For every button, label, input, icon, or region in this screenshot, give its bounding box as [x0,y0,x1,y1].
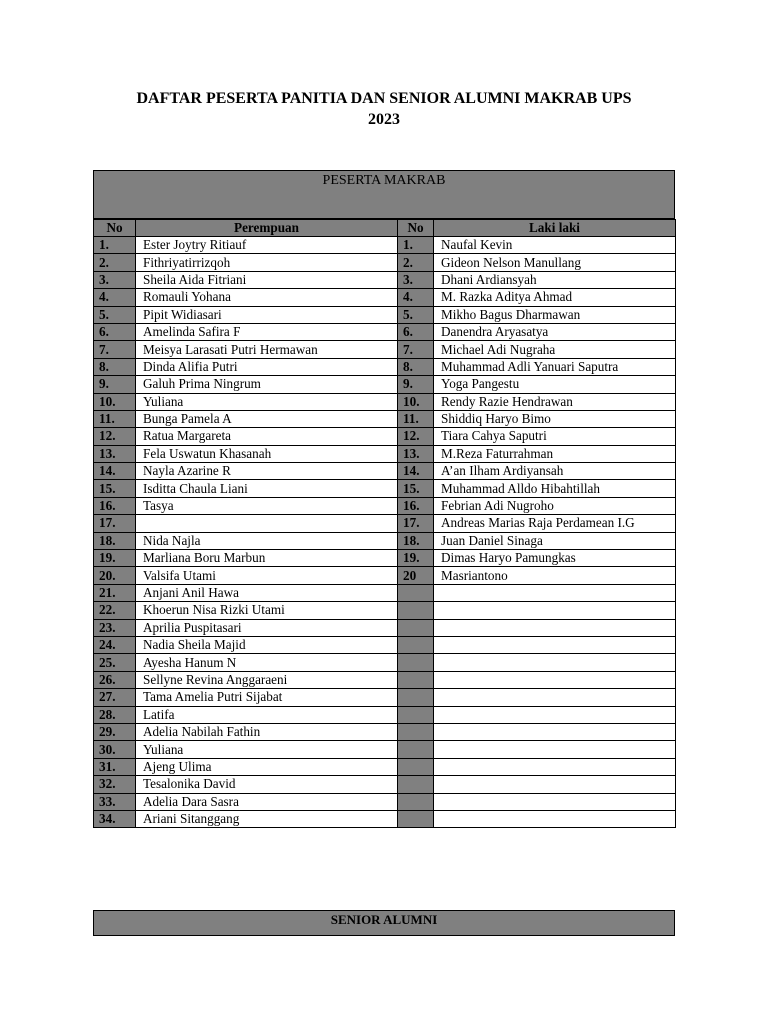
female-name-cell: Nayla Azarine R [136,463,398,480]
male-name-cell: Tiara Cahya Saputri [434,428,676,445]
female-name-cell: Tasya [136,497,398,514]
row-number-female: 3. [94,271,136,288]
female-name-cell: Romauli Yohana [136,289,398,306]
row-number-female: 9. [94,376,136,393]
row-number-male: 10. [398,393,434,410]
table-row [94,410,676,427]
male-name-cell [434,741,676,758]
row-number-female: 15. [94,480,136,497]
row-number-female: 34. [94,810,136,827]
male-name-cell: Rendy Razie Hendrawan [434,393,676,410]
table-row [94,776,676,793]
female-name-cell: Fithriyatirrizqoh [136,254,398,271]
table-row [94,463,676,480]
row-number-female: 22. [94,602,136,619]
table-row [94,289,676,306]
table-row [94,636,676,653]
row-number-male: 8. [398,358,434,375]
row-number-female: 20. [94,567,136,584]
table-row [94,758,676,775]
table-row [94,810,676,827]
row-number-male: 13. [398,445,434,462]
male-name-cell: M. Razka Aditya Ahmad [434,289,676,306]
alumni-title: SENIOR ALUMNI [330,912,438,927]
male-name-cell: Shiddiq Haryo Bimo [434,410,676,427]
female-name-cell: Dinda Alifia Putri [136,358,398,375]
table-header-row [94,220,676,237]
female-name-cell: Pipit Widiasari [136,306,398,323]
male-name-cell [434,654,676,671]
row-number-female: 16. [94,497,136,514]
female-name-cell: Yuliana [136,393,398,410]
male-name-cell: A’an Ilham Ardiyansah [434,463,676,480]
table-row [94,706,676,723]
table-row [94,480,676,497]
female-name-cell: Ester Joytry Ritiauf [136,237,398,254]
table-row [94,602,676,619]
female-name-cell: Galuh Prima Ningrum [136,376,398,393]
female-name-cell: Meisya Larasati Putri Hermawan [136,341,398,358]
row-number-male: 14. [398,463,434,480]
header-female: Perempuan [136,220,398,237]
row-number-female: 12. [94,428,136,445]
female-name-cell [136,515,398,532]
male-name-cell: Andreas Marias Raja Perdamean I.G [434,515,676,532]
table-row [94,723,676,740]
header-no-left: No [94,220,136,237]
male-name-cell: Muhammad Adli Yanuari Saputra [434,358,676,375]
male-name-cell: Danendra Aryasatya [434,323,676,340]
row-number-male [398,654,434,671]
male-name-cell [434,584,676,601]
row-number-male [398,723,434,740]
row-number-male: 18. [398,532,434,549]
table-row [94,567,676,584]
female-name-cell: Ayesha Hanum N [136,654,398,671]
row-number-male: 19. [398,550,434,567]
table-row [94,497,676,514]
row-number-female: 10. [94,393,136,410]
male-name-cell: Dhani Ardiansyah [434,271,676,288]
row-number-male [398,636,434,653]
row-number-female: 6. [94,323,136,340]
female-name-cell: Adelia Dara Sasra [136,793,398,810]
table-row [94,393,676,410]
document-title [90,88,678,130]
row-number-female: 30. [94,741,136,758]
table-row [94,619,676,636]
female-name-cell: Valsifa Utami [136,567,398,584]
row-number-male: 12. [398,428,434,445]
row-number-female: 32. [94,776,136,793]
table-row [94,654,676,671]
row-number-male [398,584,434,601]
row-number-female: 14. [94,463,136,480]
row-number-male: 3. [398,271,434,288]
row-number-female: 27. [94,689,136,706]
row-number-male [398,706,434,723]
row-number-male [398,602,434,619]
row-number-female: 11. [94,410,136,427]
title-line-1: DAFTAR PESERTA PANITIA DAN SENIOR ALUMNI MAKRAB UPS [136,90,632,107]
row-number-female: 8. [94,358,136,375]
table-row [94,237,676,254]
female-name-cell: Tesalonika David [136,776,398,793]
male-name-cell: Mikho Bagus Dharmawan [434,306,676,323]
row-number-female: 33. [94,793,136,810]
table-row [94,254,676,271]
male-name-cell [434,636,676,653]
table-row [94,532,676,549]
table-row [94,741,676,758]
row-number-male: 6. [398,323,434,340]
row-number-female: 28. [94,706,136,723]
header-no-right: No [398,220,434,237]
section-title: PESERTA MAKRAB [322,173,446,188]
row-number-female: 2. [94,254,136,271]
row-number-male: 16. [398,497,434,514]
male-name-cell: Juan Daniel Sinaga [434,532,676,549]
table-row [94,306,676,323]
table-row [94,793,676,810]
row-number-female: 5. [94,306,136,323]
female-name-cell: Ratua Margareta [136,428,398,445]
male-name-cell: Michael Adi Nugraha [434,341,676,358]
female-name-cell: Ajeng Ulima [136,758,398,775]
female-name-cell: Sellyne Revina Anggaraeni [136,671,398,688]
row-number-male [398,793,434,810]
row-number-male [398,689,434,706]
row-number-female: 7. [94,341,136,358]
female-name-cell: Fela Uswatun Khasanah [136,445,398,462]
participants-table [93,219,676,828]
participants-table-section [93,170,675,828]
row-number-male: 11. [398,410,434,427]
row-number-female: 24. [94,636,136,653]
table-row [94,445,676,462]
row-number-female: 31. [94,758,136,775]
table-body [94,237,676,828]
male-name-cell [434,706,676,723]
row-number-female: 13. [94,445,136,462]
table-row [94,428,676,445]
male-name-cell [434,671,676,688]
male-name-cell: Dimas Haryo Pamungkas [434,550,676,567]
male-name-cell: M.Reza Faturrahman [434,445,676,462]
section-banner [93,170,675,219]
female-name-cell: Bunga Pamela A [136,410,398,427]
male-name-cell: Gideon Nelson Manullang [434,254,676,271]
female-name-cell: Adelia Nabilah Fathin [136,723,398,740]
table-row [94,584,676,601]
female-name-cell: Nida Najla [136,532,398,549]
table-row [94,271,676,288]
female-name-cell: Yuliana [136,741,398,758]
female-name-cell: Ariani Sitanggang [136,810,398,827]
male-name-cell [434,776,676,793]
table-row [94,358,676,375]
row-number-male [398,619,434,636]
row-number-female: 26. [94,671,136,688]
row-number-male: 4. [398,289,434,306]
row-number-male: 5. [398,306,434,323]
male-name-cell: Naufal Kevin [434,237,676,254]
row-number-female: 25. [94,654,136,671]
row-number-male [398,810,434,827]
female-name-cell: Nadia Sheila Majid [136,636,398,653]
female-name-cell: Amelinda Safira F [136,323,398,340]
male-name-cell: Yoga Pangestu [434,376,676,393]
female-name-cell: Marliana Boru Marbun [136,550,398,567]
table-row [94,515,676,532]
female-name-cell: Isditta Chaula Liani [136,480,398,497]
row-number-female: 4. [94,289,136,306]
table-row [94,671,676,688]
row-number-male [398,671,434,688]
row-number-female: 21. [94,584,136,601]
table-row [94,323,676,340]
row-number-male: 1. [398,237,434,254]
row-number-female: 1. [94,237,136,254]
male-name-cell: Masriantono [434,567,676,584]
row-number-male [398,776,434,793]
male-name-cell [434,602,676,619]
row-number-female: 19. [94,550,136,567]
row-number-female: 17. [94,515,136,532]
male-name-cell [434,758,676,775]
row-number-female: 18. [94,532,136,549]
male-name-cell: Febrian Adi Nugroho [434,497,676,514]
row-number-male: 9. [398,376,434,393]
row-number-male: 7. [398,341,434,358]
row-number-male [398,741,434,758]
male-name-cell [434,689,676,706]
table-row [94,341,676,358]
row-number-female: 29. [94,723,136,740]
male-name-cell [434,810,676,827]
male-name-cell [434,793,676,810]
female-name-cell: Khoerun Nisa Rizki Utami [136,602,398,619]
header-male: Laki laki [434,220,676,237]
table-row [94,550,676,567]
male-name-cell [434,619,676,636]
table-row [94,689,676,706]
male-name-cell [434,723,676,740]
table-row [94,376,676,393]
row-number-female: 23. [94,619,136,636]
female-name-cell: Aprilia Puspitasari [136,619,398,636]
title-line-2: 2023 [368,111,400,128]
female-name-cell: Latifa [136,706,398,723]
senior-alumni-banner [93,910,675,936]
female-name-cell: Tama Amelia Putri Sijabat [136,689,398,706]
row-number-male: 2. [398,254,434,271]
row-number-male: 15. [398,480,434,497]
row-number-male: 20 [398,567,434,584]
male-name-cell: Muhammad Alldo Hibahtillah [434,480,676,497]
female-name-cell: Sheila Aida Fitriani [136,271,398,288]
female-name-cell: Anjani Anil Hawa [136,584,398,601]
row-number-male [398,758,434,775]
row-number-male: 17. [398,515,434,532]
